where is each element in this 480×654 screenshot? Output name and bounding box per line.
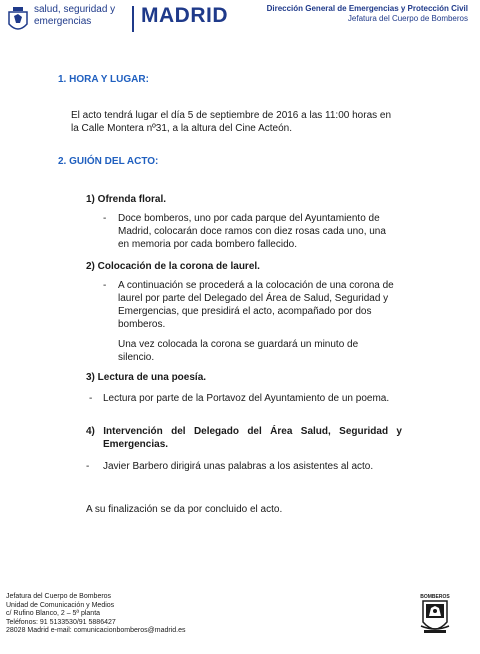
text-line: laurel por parte del Delegado del Área de Salud, Seguridad y [118, 293, 389, 304]
brand-divider [132, 6, 134, 32]
footer-email-line: 28028 Madrid e-mail: comunicacionbomberos@madrid.es [6, 627, 186, 634]
brand-line-2: emergencias [34, 16, 92, 27]
department-title: Dirección General de Emergencias y Protección Civil [266, 4, 468, 13]
footer-contact [6, 593, 185, 636]
text-line: silencio. [118, 352, 155, 363]
text-line: A continuación se procederá a la colocación de una corona de [118, 280, 394, 291]
department-block [267, 4, 468, 24]
item-1-title: 1) Ofrenda floral. [86, 194, 167, 205]
item-2-title: 2) Colocación de la corona de laurel. [86, 261, 260, 272]
text-line: Doce bomberos, uno por cada parque del Ayuntamiento de [118, 213, 380, 224]
item-1-dash: - [103, 213, 107, 224]
brand-line-1: salud, seguridad y [34, 4, 116, 15]
badge-label: BOMBEROS [420, 594, 450, 600]
madrid-coat-of-arms-icon [7, 6, 29, 34]
text-line: Una vez colocada la corona se guardará un minuto de [118, 339, 359, 350]
item-4-dash: - [86, 461, 90, 472]
item-2-extra-text [118, 338, 400, 364]
text-line: bomberos. [118, 319, 166, 330]
item-4-title-line-1: 4) Intervención del Delegado del Área Salud, Seguridad y [86, 426, 402, 437]
section-2-heading: 2. GUIÓN DEL ACTO: [58, 156, 159, 167]
item-1-text [118, 212, 400, 251]
footer-line: Jefatura del Cuerpo de Bomberos [6, 593, 112, 600]
paragraph-line: la Calle Montera nº31, a la altura del Cine Acteón. [71, 123, 293, 134]
item-2-text [118, 279, 400, 331]
item-3-title: 3) Lectura de una poesía. [86, 372, 207, 383]
department-subtitle: Jefatura del Cuerpo de Bomberos [347, 14, 468, 23]
item-4-title-line-2: Emergencias. [103, 439, 169, 450]
item-3-text: Lectura por parte de la Portavoz del Ayuntamiento de un poema. [103, 393, 390, 404]
item-4-text: Javier Barbero dirigirá unas palabras a los asistentes al acto. [103, 461, 374, 472]
item-2-dash: - [103, 280, 107, 291]
text-line: Madrid, colocarán doce ramos con diez rosas cada uno, una [118, 226, 386, 237]
text-line: en memoria por cada bombero fallecido. [118, 239, 297, 250]
bomberos-shield-icon [416, 592, 454, 638]
section-1-heading: 1. HORA Y LUGAR: [58, 74, 149, 85]
brand-city-logo: MADRID [141, 4, 228, 27]
brand-area-name [34, 4, 115, 28]
text-line: Emergencias, que presidirá el acto, acompañado por dos [118, 306, 372, 317]
item-3-dash: - [89, 393, 93, 404]
paragraph-line: El acto tendrá lugar el día 5 de septiembre de 2016 a las 11:00 horas en [71, 110, 392, 121]
footer-line: c/ Rufino Blanco, 2 – 5ª planta [6, 610, 101, 617]
footer-line: Teléfonos: 91 5133530/91 5886427 [6, 618, 116, 626]
footer-line: Unidad de Comunicación y Medios [6, 601, 115, 609]
closing-sentence: A su finalización se da por concluido el acto. [86, 504, 283, 515]
section-1-paragraph [71, 109, 411, 135]
